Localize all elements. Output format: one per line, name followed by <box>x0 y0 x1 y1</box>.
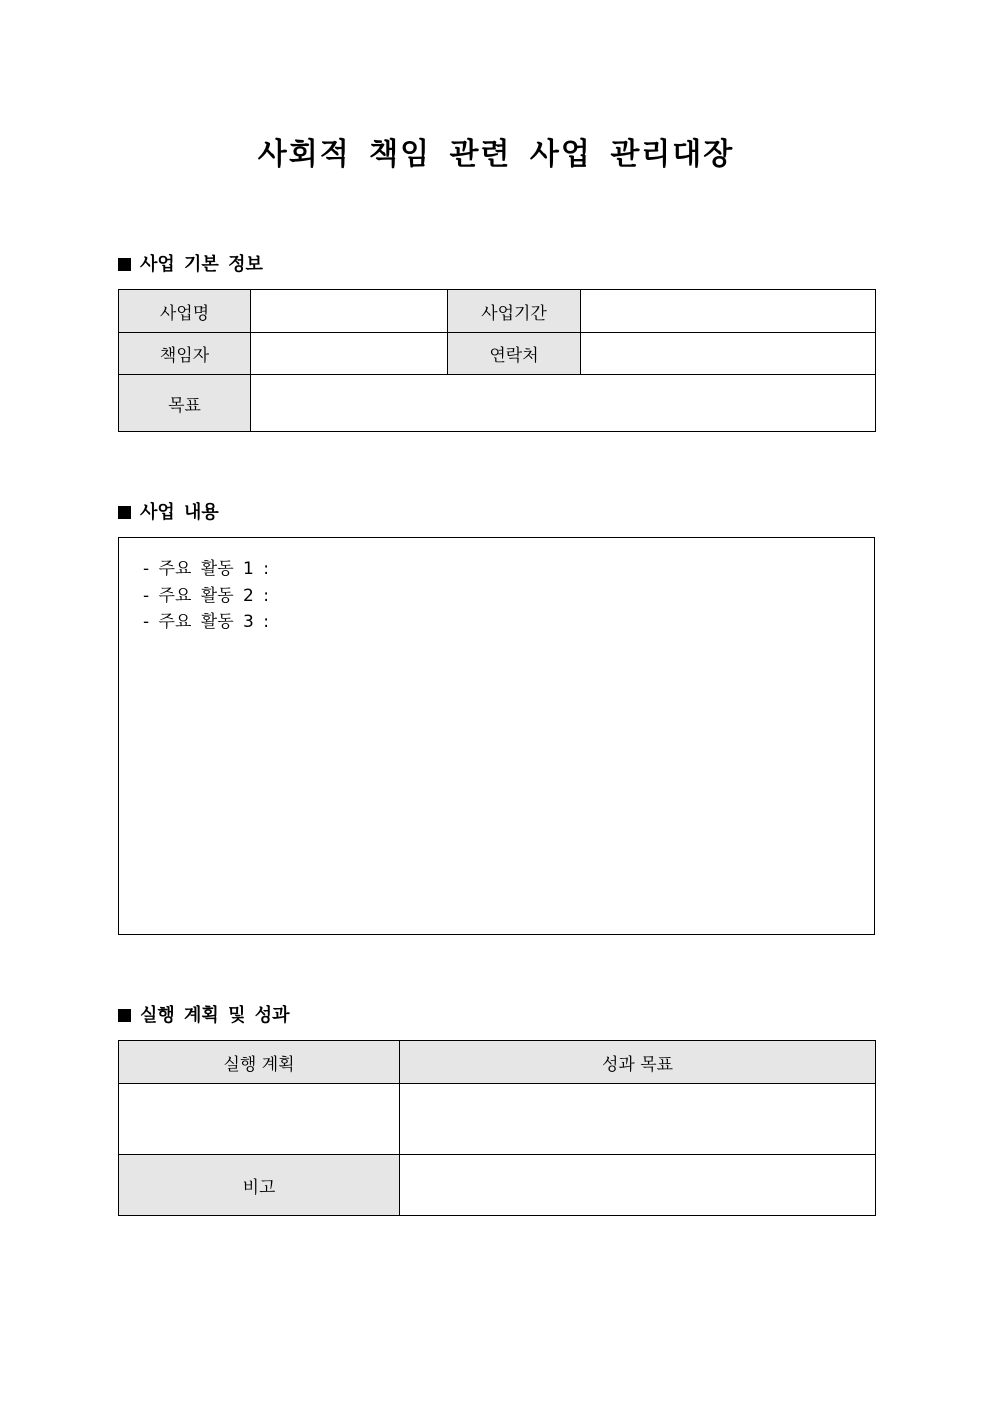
project-period-label: 사업기간 <box>448 290 581 333</box>
list-item: - 주요 활동 3 : <box>143 612 269 632</box>
goal-field[interactable] <box>251 375 876 432</box>
list-item: - 주요 활동 2 : <box>143 585 269 606</box>
square-bullet-icon <box>118 506 131 519</box>
activity-list <box>119 538 874 636</box>
section-heading-text: 사업 기본 정보 <box>140 254 263 275</box>
table-row <box>119 333 876 375</box>
square-bullet-icon <box>118 1009 131 1022</box>
table-row <box>119 375 876 432</box>
list-item: - 주요 활동 1 : <box>143 559 269 579</box>
basic-info-table <box>118 289 876 432</box>
section-heading-text: 사업 내용 <box>140 502 219 523</box>
plan-column-header: 실행 계획 <box>119 1041 400 1084</box>
manager-field[interactable] <box>251 333 448 375</box>
remark-field[interactable] <box>400 1155 876 1216</box>
section-heading-basic-info <box>118 252 263 278</box>
page-title: 사회적 책임 관련 사업 관리대장 <box>257 137 735 172</box>
contact-label: 연락처 <box>448 333 581 375</box>
table-row <box>119 1084 876 1155</box>
plan-table <box>118 1040 876 1216</box>
section-heading-text: 실행 계획 및 성과 <box>140 1005 290 1026</box>
table-row <box>119 1155 876 1216</box>
goal-label: 목표 <box>119 375 251 432</box>
square-bullet-icon <box>118 258 131 271</box>
manager-label: 책임자 <box>119 333 251 375</box>
project-name-field[interactable] <box>251 290 448 333</box>
section-heading-plan <box>118 1003 290 1029</box>
table-row <box>119 290 876 333</box>
remark-label: 비고 <box>119 1155 400 1216</box>
contact-field[interactable] <box>581 333 876 375</box>
plan-field[interactable] <box>119 1084 400 1155</box>
section-heading-content <box>118 500 219 526</box>
project-content-box[interactable] <box>118 537 875 935</box>
project-name-label: 사업명 <box>119 290 251 333</box>
target-column-header: 성과 목표 <box>400 1041 876 1084</box>
target-field[interactable] <box>400 1084 876 1155</box>
project-period-field[interactable] <box>581 290 876 333</box>
table-row <box>119 1041 876 1084</box>
